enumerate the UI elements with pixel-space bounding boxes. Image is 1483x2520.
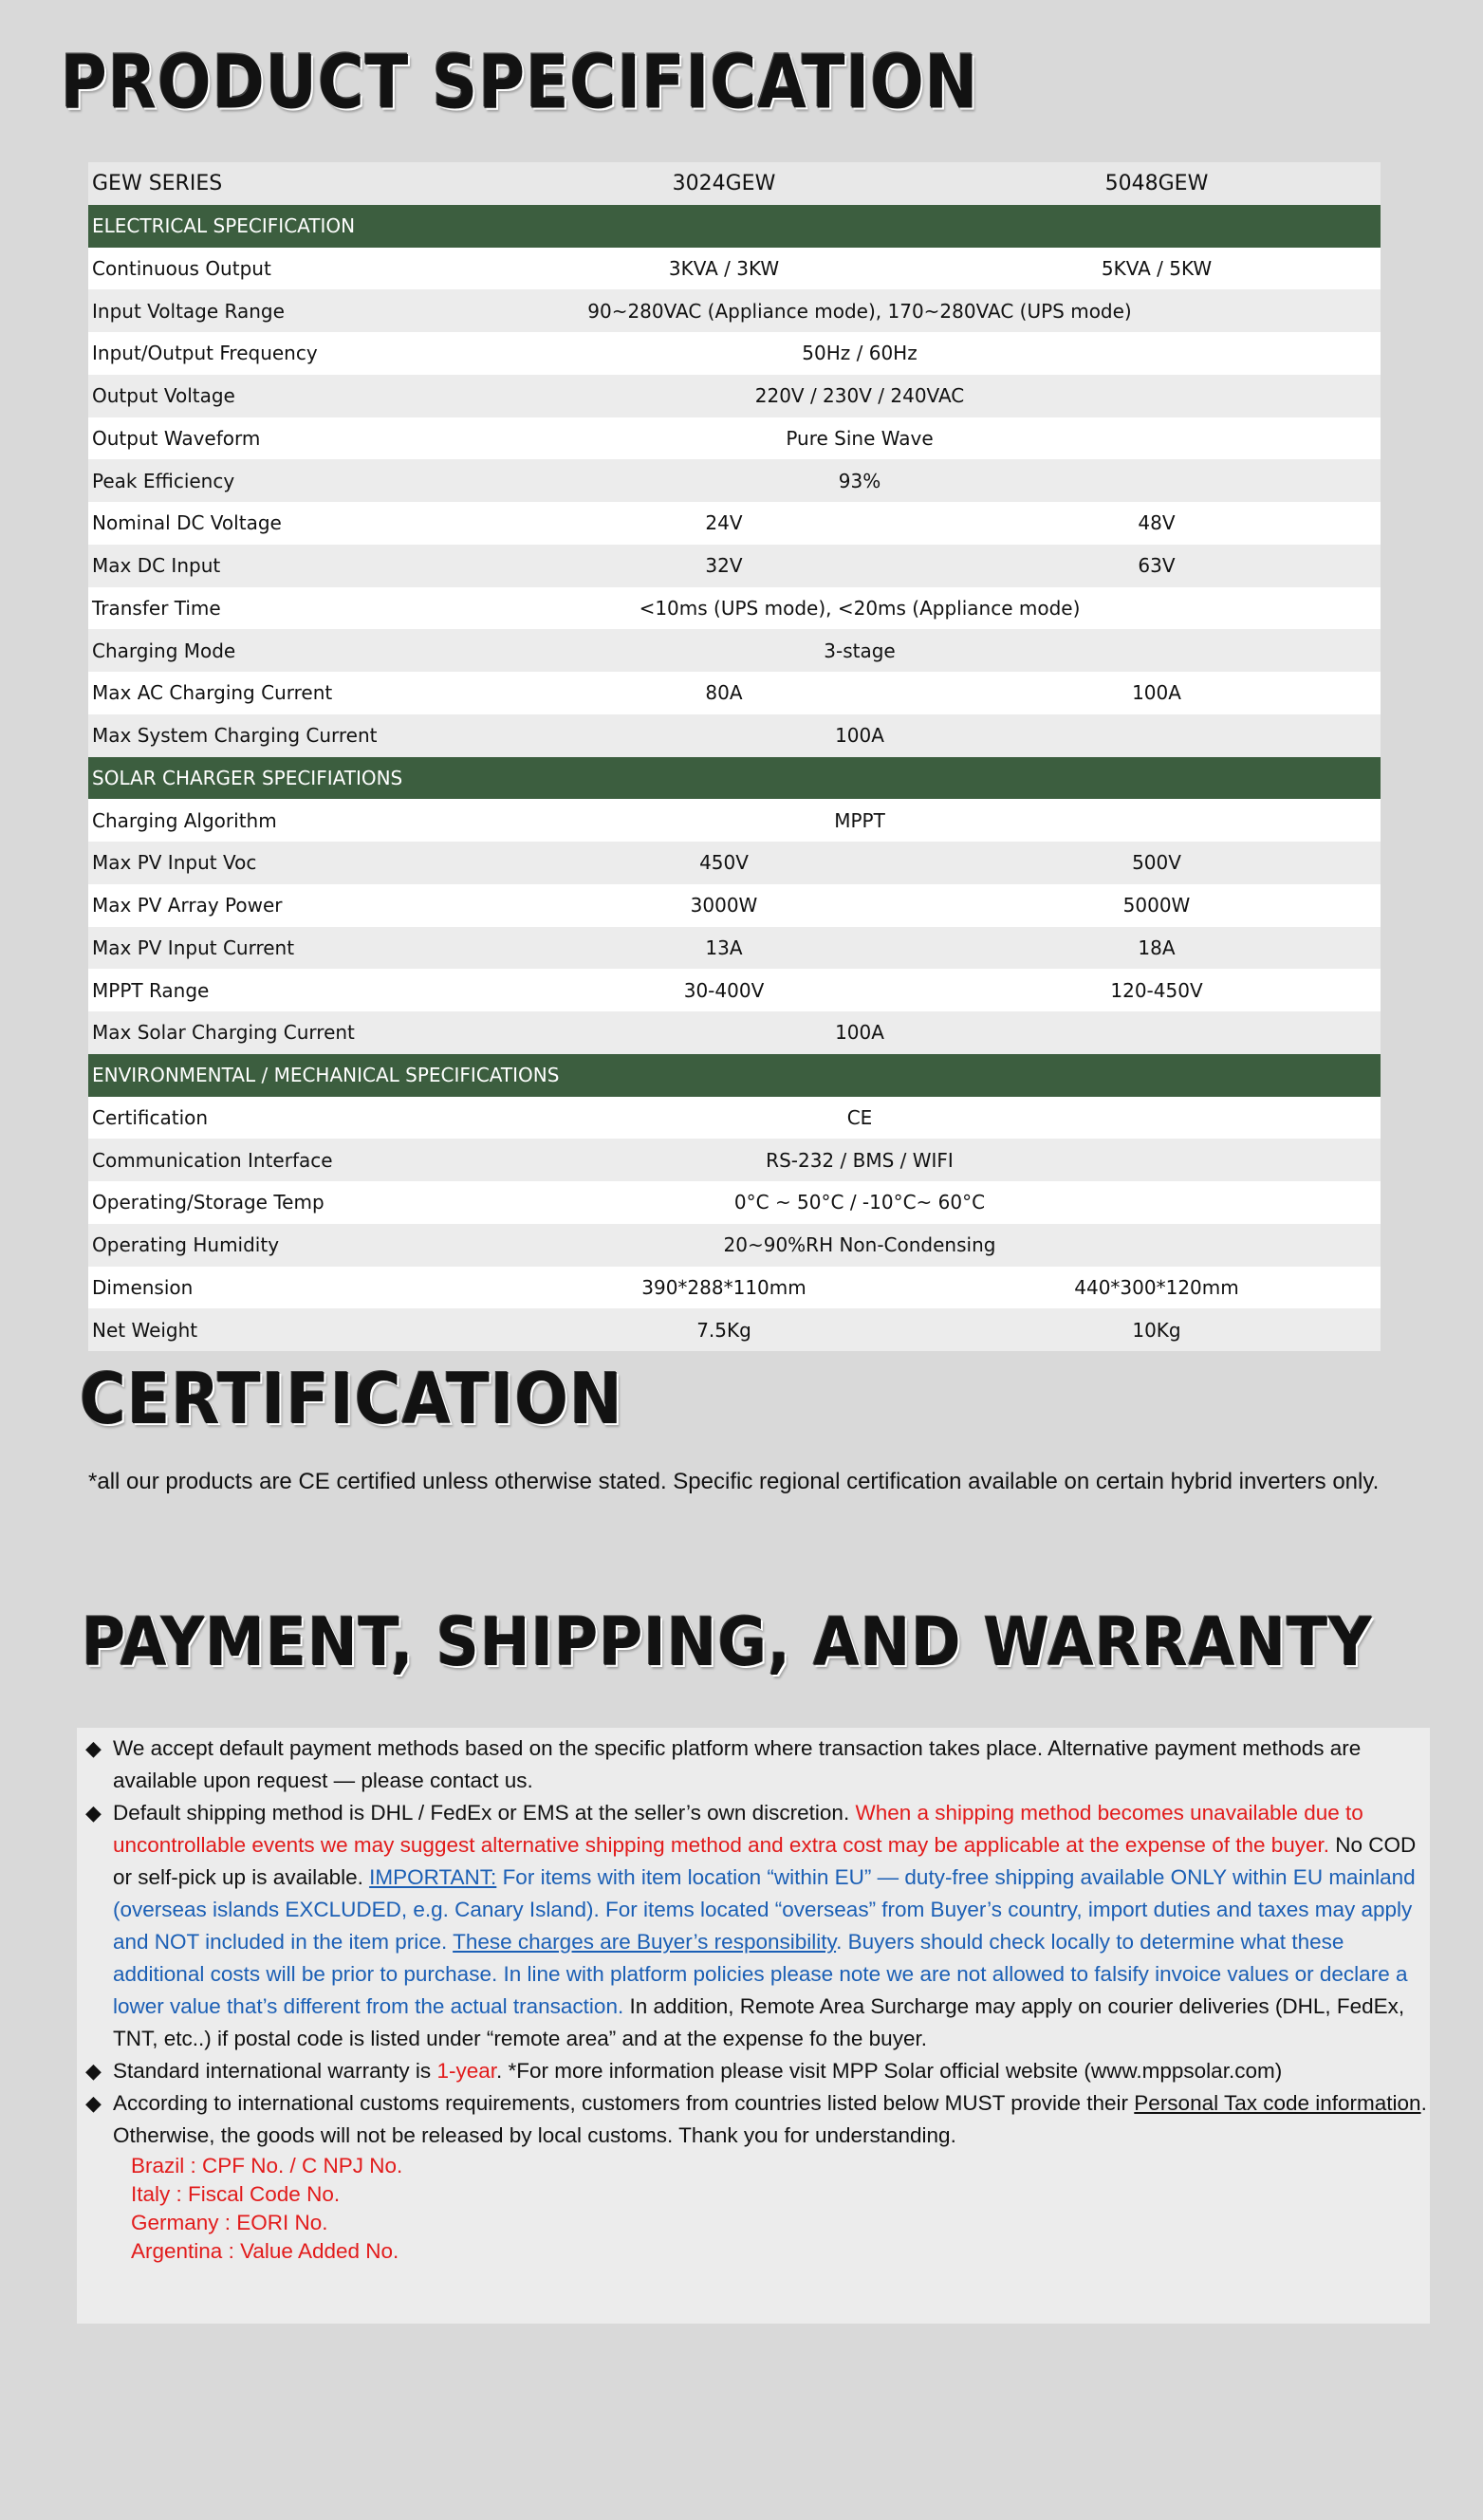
spec-row — [88, 927, 1381, 970]
tax-code-text: Personal Tax code information — [1134, 2091, 1421, 2115]
spec-value-model-b: 63V — [933, 545, 1381, 587]
spec-value-model-b: 48V — [933, 502, 1381, 545]
warranty-item — [85, 2055, 1433, 2087]
spec-label: Operating Humidity — [88, 1224, 515, 1267]
certification-note: *all our products are CE certified unless otherwise stated. Specific regional certification available on certain hybrid inverters only. — [88, 1469, 1380, 1494]
spec-value-model-b: 5000W — [933, 884, 1381, 927]
spec-label: Communication Interface — [88, 1139, 515, 1181]
spec-row — [88, 969, 1381, 1011]
spec-label: Max AC Charging Current — [88, 672, 515, 714]
import-costs-text: . Buyers should check locally to determine what these additional costs will be prior to purchase. In line with platform policies please note we are not allowed to falsify invoice values or declare a lower value that’s different from the actual transaction. — [113, 1930, 1408, 2018]
spec-value-shared: Pure Sine Wave — [515, 417, 1381, 460]
spec-row — [88, 1181, 1381, 1224]
spec-value-model-a: 13A — [515, 927, 933, 970]
spec-label: Net Weight — [88, 1308, 515, 1351]
spec-value-model-b: 18A — [933, 927, 1381, 970]
spec-row — [88, 629, 1381, 672]
spec-label: Charging Algorithm — [88, 799, 515, 842]
spec-value-model-a: 3KVA / 3KW — [515, 248, 933, 290]
spec-value-shared: MPPT — [515, 799, 1381, 842]
country-item: Germany : EORI No. — [131, 2211, 328, 2234]
spec-value-model-a: 80A — [515, 672, 933, 714]
spec-label: Max PV Array Power — [88, 884, 515, 927]
spec-value-model-b: 500V — [933, 842, 1381, 884]
spec-value-shared: <10ms (UPS mode), <20ms (Appliance mode) — [515, 587, 1381, 630]
spec-row — [88, 799, 1381, 842]
spec-value-shared: 100A — [515, 1011, 1381, 1054]
spec-value-shared: 100A — [515, 714, 1381, 757]
spec-value-shared: 20~90%RH Non-Condensing — [515, 1224, 1381, 1267]
spec-value-shared: 90~280VAC (Appliance mode), 170~280VAC (UPS mode) — [515, 289, 1381, 332]
spec-label: Input/Output Frequency — [88, 332, 515, 375]
section-title: SOLAR CHARGER SPECIFIATIONS — [88, 757, 1381, 800]
warranty-period: 1-year — [436, 2059, 496, 2083]
spec-value-model-a: 7.5Kg — [515, 1308, 933, 1351]
table-header-row — [88, 162, 1381, 205]
spec-label: Input Voltage Range — [88, 289, 515, 332]
spec-row — [88, 587, 1381, 630]
spec-value-shared: RS-232 / BMS / WIFI — [515, 1139, 1381, 1181]
payment-shipping-warranty-heading: PAYMENT, SHIPPING, AND WARRANTY — [82, 1603, 1373, 1681]
spec-label: Max PV Input Current — [88, 927, 515, 970]
model-a-header: 3024GEW — [515, 162, 933, 205]
spec-value-shared: 93% — [515, 459, 1381, 502]
terms-list — [85, 1732, 1433, 2266]
spec-value-model-b: 5KVA / 5KW — [933, 248, 1381, 290]
spec-row — [88, 714, 1381, 757]
spec-value-model-a: 32V — [515, 545, 933, 587]
spec-row — [88, 545, 1381, 587]
payment-methods-text: We accept default payment methods based on the specific platform where transaction takes place. Alternative payment methods are available upon request — please contact us. — [113, 1736, 1362, 1792]
spec-row — [88, 459, 1381, 502]
shipping-text: Default shipping method is DHL / FedEx or EMS at the seller’s own discretion. — [113, 1801, 856, 1825]
spec-label: Operating/Storage Temp — [88, 1181, 515, 1224]
spec-value-model-b: 100A — [933, 672, 1381, 714]
spec-row — [88, 1224, 1381, 1267]
remote-area-text: In addition, Remote Area Surcharge may apply on courier deliveries (DHL, FedEx, TNT, etc..) if postal code is listed under “remote area” and at the expense fo the buyer. — [113, 1994, 1405, 2050]
customs-text: According to international customs requirements, customers from countries listed below MUST provide their — [113, 2091, 1135, 2115]
spec-label: Max PV Input Voc — [88, 842, 515, 884]
country-tax-list — [85, 2152, 1433, 2266]
spec-value-shared: 50Hz / 60Hz — [515, 332, 1381, 375]
spec-row — [88, 1011, 1381, 1054]
buyer-responsibility-text: These charges are Buyer’s responsibility — [453, 1930, 837, 1954]
section-title: ENVIRONMENTAL / MECHANICAL SPECIFICATIONS — [88, 1054, 1381, 1097]
spec-label: Max Solar Charging Current — [88, 1011, 515, 1054]
spec-row — [88, 842, 1381, 884]
important-label: IMPORTANT: — [369, 1865, 497, 1889]
spec-value-shared: 220V / 230V / 240VAC — [515, 375, 1381, 417]
customs-release-text: . Otherwise, the goods will not be released by local customs. Thank you for understanding. — [113, 2091, 1427, 2147]
shipping-warning-text: When a shipping method becomes unavailable due to uncontrollable events we may suggest alternative shipping method and extra cost may be applicable at the expense of the buyer. — [113, 1801, 1363, 1857]
diamond-bullet-icon: ◆ — [85, 1801, 102, 1825]
product-specification-heading: PRODUCT SPECIFICATION — [61, 39, 979, 126]
spec-value-model-b: 120-450V — [933, 969, 1381, 1011]
spec-label: Peak Efficiency — [88, 459, 515, 502]
spec-value-model-a: 3000W — [515, 884, 933, 927]
section-header-row — [88, 1054, 1381, 1097]
section-header-row — [88, 757, 1381, 800]
diamond-bullet-icon: ◆ — [85, 2059, 102, 2083]
spec-value-model-b: 10Kg — [933, 1308, 1381, 1351]
customs-item — [85, 2087, 1433, 2152]
spec-label: Max System Charging Current — [88, 714, 515, 757]
spec-row — [88, 332, 1381, 375]
spec-row — [88, 502, 1381, 545]
spec-value-model-a: 450V — [515, 842, 933, 884]
spec-row — [88, 884, 1381, 927]
spec-label: Continuous Output — [88, 248, 515, 290]
no-cod-text: No COD or self-pick up is available. — [113, 1833, 1417, 1889]
spec-label: MPPT Range — [88, 969, 515, 1011]
spec-label: Max DC Input — [88, 545, 515, 587]
specification-table — [88, 162, 1381, 1351]
certification-heading: CERTIFICATION — [80, 1359, 623, 1440]
section-header-row — [88, 205, 1381, 248]
spec-label: Transfer Time — [88, 587, 515, 630]
spec-label: Dimension — [88, 1267, 515, 1309]
spec-value-model-a: 30-400V — [515, 969, 933, 1011]
spec-value-shared: 3-stage — [515, 629, 1381, 672]
spec-row — [88, 289, 1381, 332]
spec-row — [88, 375, 1381, 417]
section-title: ELECTRICAL SPECIFICATION — [88, 205, 1381, 248]
country-item: Italy : Fiscal Code No. — [131, 2182, 341, 2206]
spec-value-shared: CE — [515, 1097, 1381, 1140]
country-item: Brazil : CPF No. / C NPJ No. — [131, 2154, 403, 2177]
spec-label: Certification — [88, 1097, 515, 1140]
spec-label: Nominal DC Voltage — [88, 502, 515, 545]
spec-row — [88, 672, 1381, 714]
diamond-bullet-icon: ◆ — [85, 1736, 102, 1760]
spec-row — [88, 417, 1381, 460]
diamond-bullet-icon: ◆ — [85, 2091, 102, 2115]
spec-value-shared: 0°C ~ 50°C / -10°C~ 60°C — [515, 1181, 1381, 1224]
spec-row — [88, 1267, 1381, 1309]
model-b-header: 5048GEW — [933, 162, 1381, 205]
spec-row — [88, 1139, 1381, 1181]
spec-label: Output Waveform — [88, 417, 515, 460]
spec-value-model-a: 24V — [515, 502, 933, 545]
warranty-more-info: . *For more information please visit MPP Solar official website (www.mppsolar.com) — [495, 2059, 1283, 2083]
spec-row — [88, 248, 1381, 290]
warranty-text: Standard international warranty is — [113, 2059, 437, 2083]
spec-row — [88, 1308, 1381, 1351]
eu-shipping-text: For items with item location “within EU” — duty-free shipping available ONLY within EU mainland (overseas islands EXCLUDED, e.g. Canary Island). For items located “overseas” from Buyer’s country, import duties and taxes may apply and NOT included in the item price. — [113, 1865, 1416, 1954]
payment-methods-item — [85, 1732, 1433, 1797]
spec-label: Output Voltage — [88, 375, 515, 417]
spec-value-model-a: 390*288*110mm — [515, 1267, 933, 1309]
series-label: GEW SERIES — [88, 162, 515, 205]
spec-value-model-b: 440*300*120mm — [933, 1267, 1381, 1309]
spec-row — [88, 1097, 1381, 1140]
spec-label: Charging Mode — [88, 629, 515, 672]
country-item: Argentina : Value Added No. — [131, 2239, 399, 2263]
shipping-item — [85, 1797, 1433, 2055]
